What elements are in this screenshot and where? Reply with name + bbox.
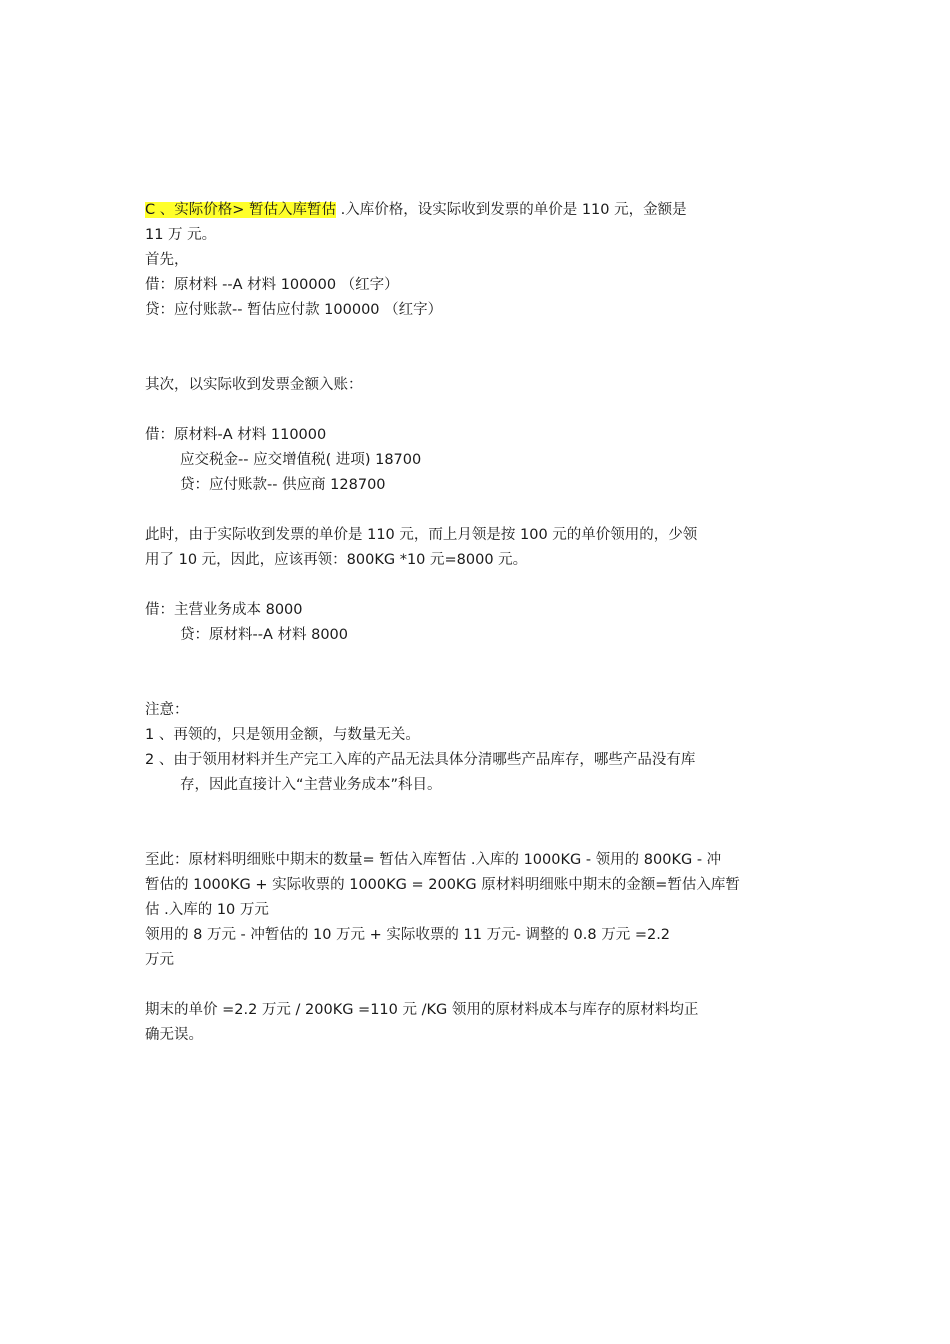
first-label: 首先， xyxy=(145,252,189,268)
paragraph-c-line-1 xyxy=(145,198,815,223)
note-item-1: 1 、再领的，只是领用金额，与数量无关。 xyxy=(145,727,420,743)
second-label: 其次，以实际收到发票金额入账： xyxy=(145,377,363,393)
entry1-debit: 借：原材料 --A 材料 100000 （红字） xyxy=(145,277,399,293)
note-title: 注意： xyxy=(145,702,189,718)
now-paragraph-line-2: 用了 10 元，因此，应该再领：800KG *10 元=8000 元。 xyxy=(145,552,528,568)
summary-line-5: 万元 xyxy=(145,952,174,968)
entry1-credit: 贷：应付账款-- 暂估应付款 100000 （红字） xyxy=(145,302,443,318)
entry3-debit: 借：主营业务成本 8000 xyxy=(145,602,303,618)
paragraph-text: .入库价格，设实际收到发票的单价是 110 元，金额是 xyxy=(336,202,687,218)
entry2-debit-2: 应交税金-- 应交增值税( 进项) 18700 xyxy=(180,452,422,468)
summary-line-2: 暂估的 1000KG + 实际收票的 1000KG = 200KG 原材料明细账中期末的金额=暂估入库暂 xyxy=(145,877,740,893)
paragraph-c-line-2: 11 万 元。 xyxy=(145,227,217,243)
now-paragraph-line-1: 此时，由于实际收到发票的单价是 110 元，而上月领是按 100 元的单价领用的，少领 xyxy=(145,527,698,543)
summary-line-1: 至此：原材料明细账中期末的数量= 暂估入库暂估 .入库的 1000KG - 领用的 800KG - 冲 xyxy=(145,852,722,868)
entry3-credit: 贷：原材料--A 材料 8000 xyxy=(180,627,349,643)
entry2-credit: 贷：应付账款-- 供应商 128700 xyxy=(180,477,386,493)
document-body xyxy=(145,198,815,1048)
summary-line-4: 领用的 8 万元 - 冲暂估的 10 万元 + 实际收票的 11 万元- 调整的 0.8 万元 =2.2 xyxy=(145,927,671,943)
final-line-2: 确无误。 xyxy=(145,1027,203,1043)
summary-line-3: 估 .入库的 10 万元 xyxy=(145,902,269,918)
note-item-2-line-1: 2 、由于领用材料并生产完工入库的产品无法具体分清哪些产品库存，哪些产品没有库 xyxy=(145,752,696,768)
final-line-1: 期末的单价 =2.2 万元 / 200KG =110 元 /KG 领用的原材料成本与库存的原材料均正 xyxy=(145,1002,699,1018)
highlighted-heading: C 、实际价格> 暂估入库暂估 xyxy=(145,202,336,218)
note-item-2-line-2: 存，因此直接计入“主营业务成本”科目。 xyxy=(180,777,442,793)
entry2-debit-1: 借：原材料-A 材料 110000 xyxy=(145,427,327,443)
